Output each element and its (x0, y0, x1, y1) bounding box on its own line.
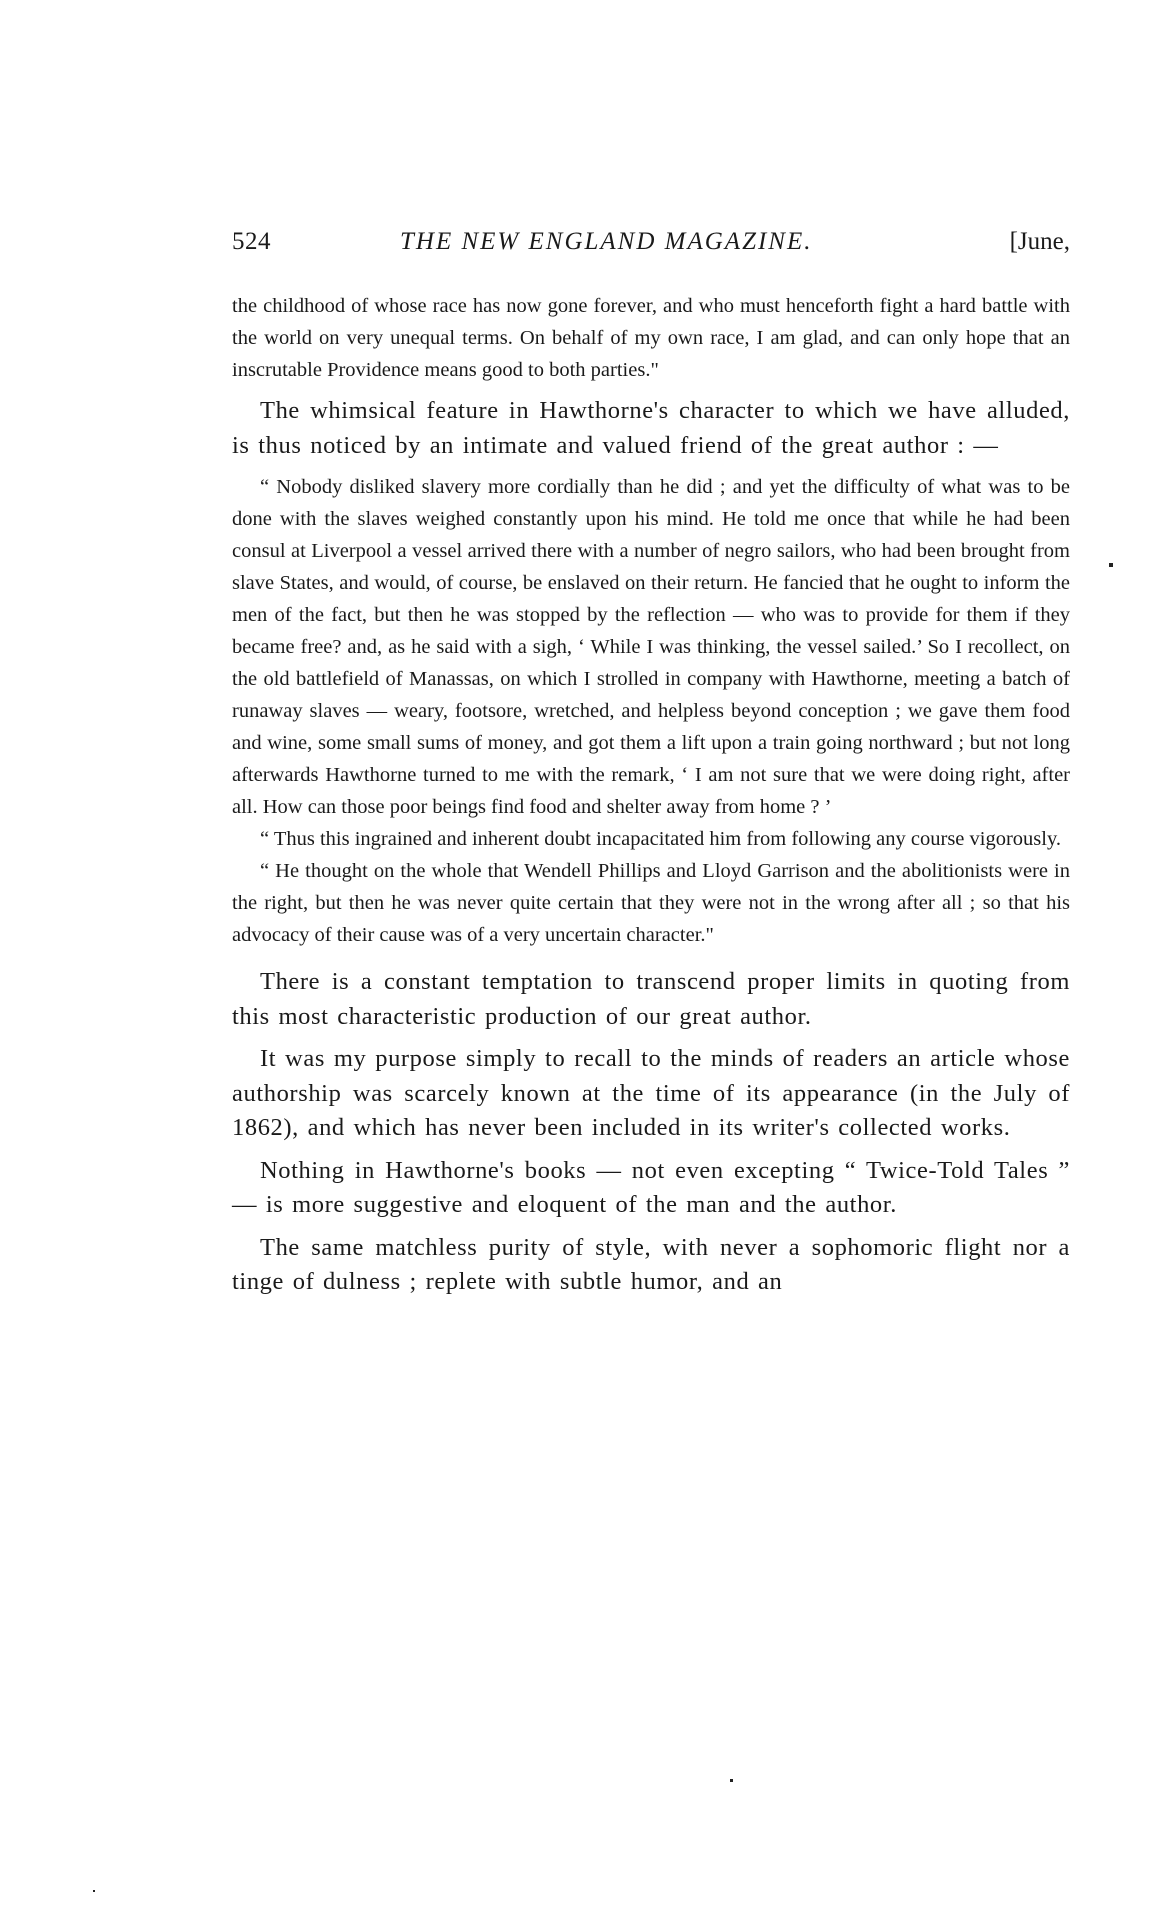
paragraph-nobody-disliked: “ Nobody disliked slavery more cordially than he did ; and yet the difficulty of what was to be done with the slaves weighed constantly upon his mind. He told me once that while he had been consul at Liverpool a vessel arrived there with a number of negro sailors, who had been brought from slave States, and would, of course, be enslaved on their return. He fancied that he ought to inform the men of the fact, but then he was stopped by the reflection — who was to provide for them if they became free? and, as he said with a sigh, ‘ While I was thinking, the vessel sailed.’ So I recollect, on the old battlefield of Manassas, on which I strolled in company with Hawthorne, meeting a batch of runaway slaves — weary, footsore, wretched, and helpless beyond conception ; we gave them food and wine, some small sums of money, and got them a lift upon a train going northward ; but not long afterwards Hawthorne turned to me with the remark, ‘ I am not sure that we were doing right, after all. How can those poor beings find food and shelter away from home ? ’ (232, 476, 1070, 818)
magazine-title: THE NEW ENGLAND MAGAZINE. (400, 228, 813, 255)
paragraph-quote-end: the childhood of whose race has now gone forever, and who must henceforth fight a hard battle with the world on very unequal terms. On behalf of my own race, I am glad, and can only hope that an inscrutable Providence means good to both parties." (232, 295, 1070, 381)
scan-speck (730, 1779, 733, 1782)
paragraph-wendell-phillips: “ He thought on the whole that Wendell Phillips and Lloyd Garrison and the abolitionists were in the right, but then he was never quite certain that they were not in the wrong after all ; so that his advocacy of their cause was of a very uncertain character." (232, 860, 1070, 946)
running-head (232, 228, 1070, 262)
paragraph-matchless-purity: The same matchless purity of style, with never a sophomoric flight nor a tinge of dulness ; replete with subtle humor, and an (232, 1233, 1070, 1295)
paragraph-constant-temptation: There is a constant temptation to transcend proper limits in quoting from this most characteristic production of our great author. (232, 968, 1070, 1030)
paragraph-ingrained-doubt: “ Thus this ingrained and inherent doubt incapacitated him from following any course vigorously. (260, 828, 1062, 850)
article-body (232, 290, 1070, 1300)
paragraph-nothing-in-books: Nothing in Hawthorne's books — not even excepting “ Twice-Told Tales ” — is more suggestive and eloquent of the man and the author. (232, 1156, 1070, 1218)
scan-speck (93, 1890, 95, 1892)
issue-month: [June, (1009, 228, 1070, 255)
page-number: 524 (232, 228, 271, 255)
paragraph-my-purpose: It was my purpose simply to recall to the minds of readers an article whose authorship was scarcely known at the time of its appearance (in the July of 1862), and which has never been included in its writer's collected works. (232, 1045, 1070, 1141)
paragraph-whimsical-feature: The whimsical feature in Hawthorne's character to which we have alluded, is thus noticed by an intimate and valued friend of the great author : — (232, 397, 1070, 459)
scan-speck (1109, 563, 1113, 567)
